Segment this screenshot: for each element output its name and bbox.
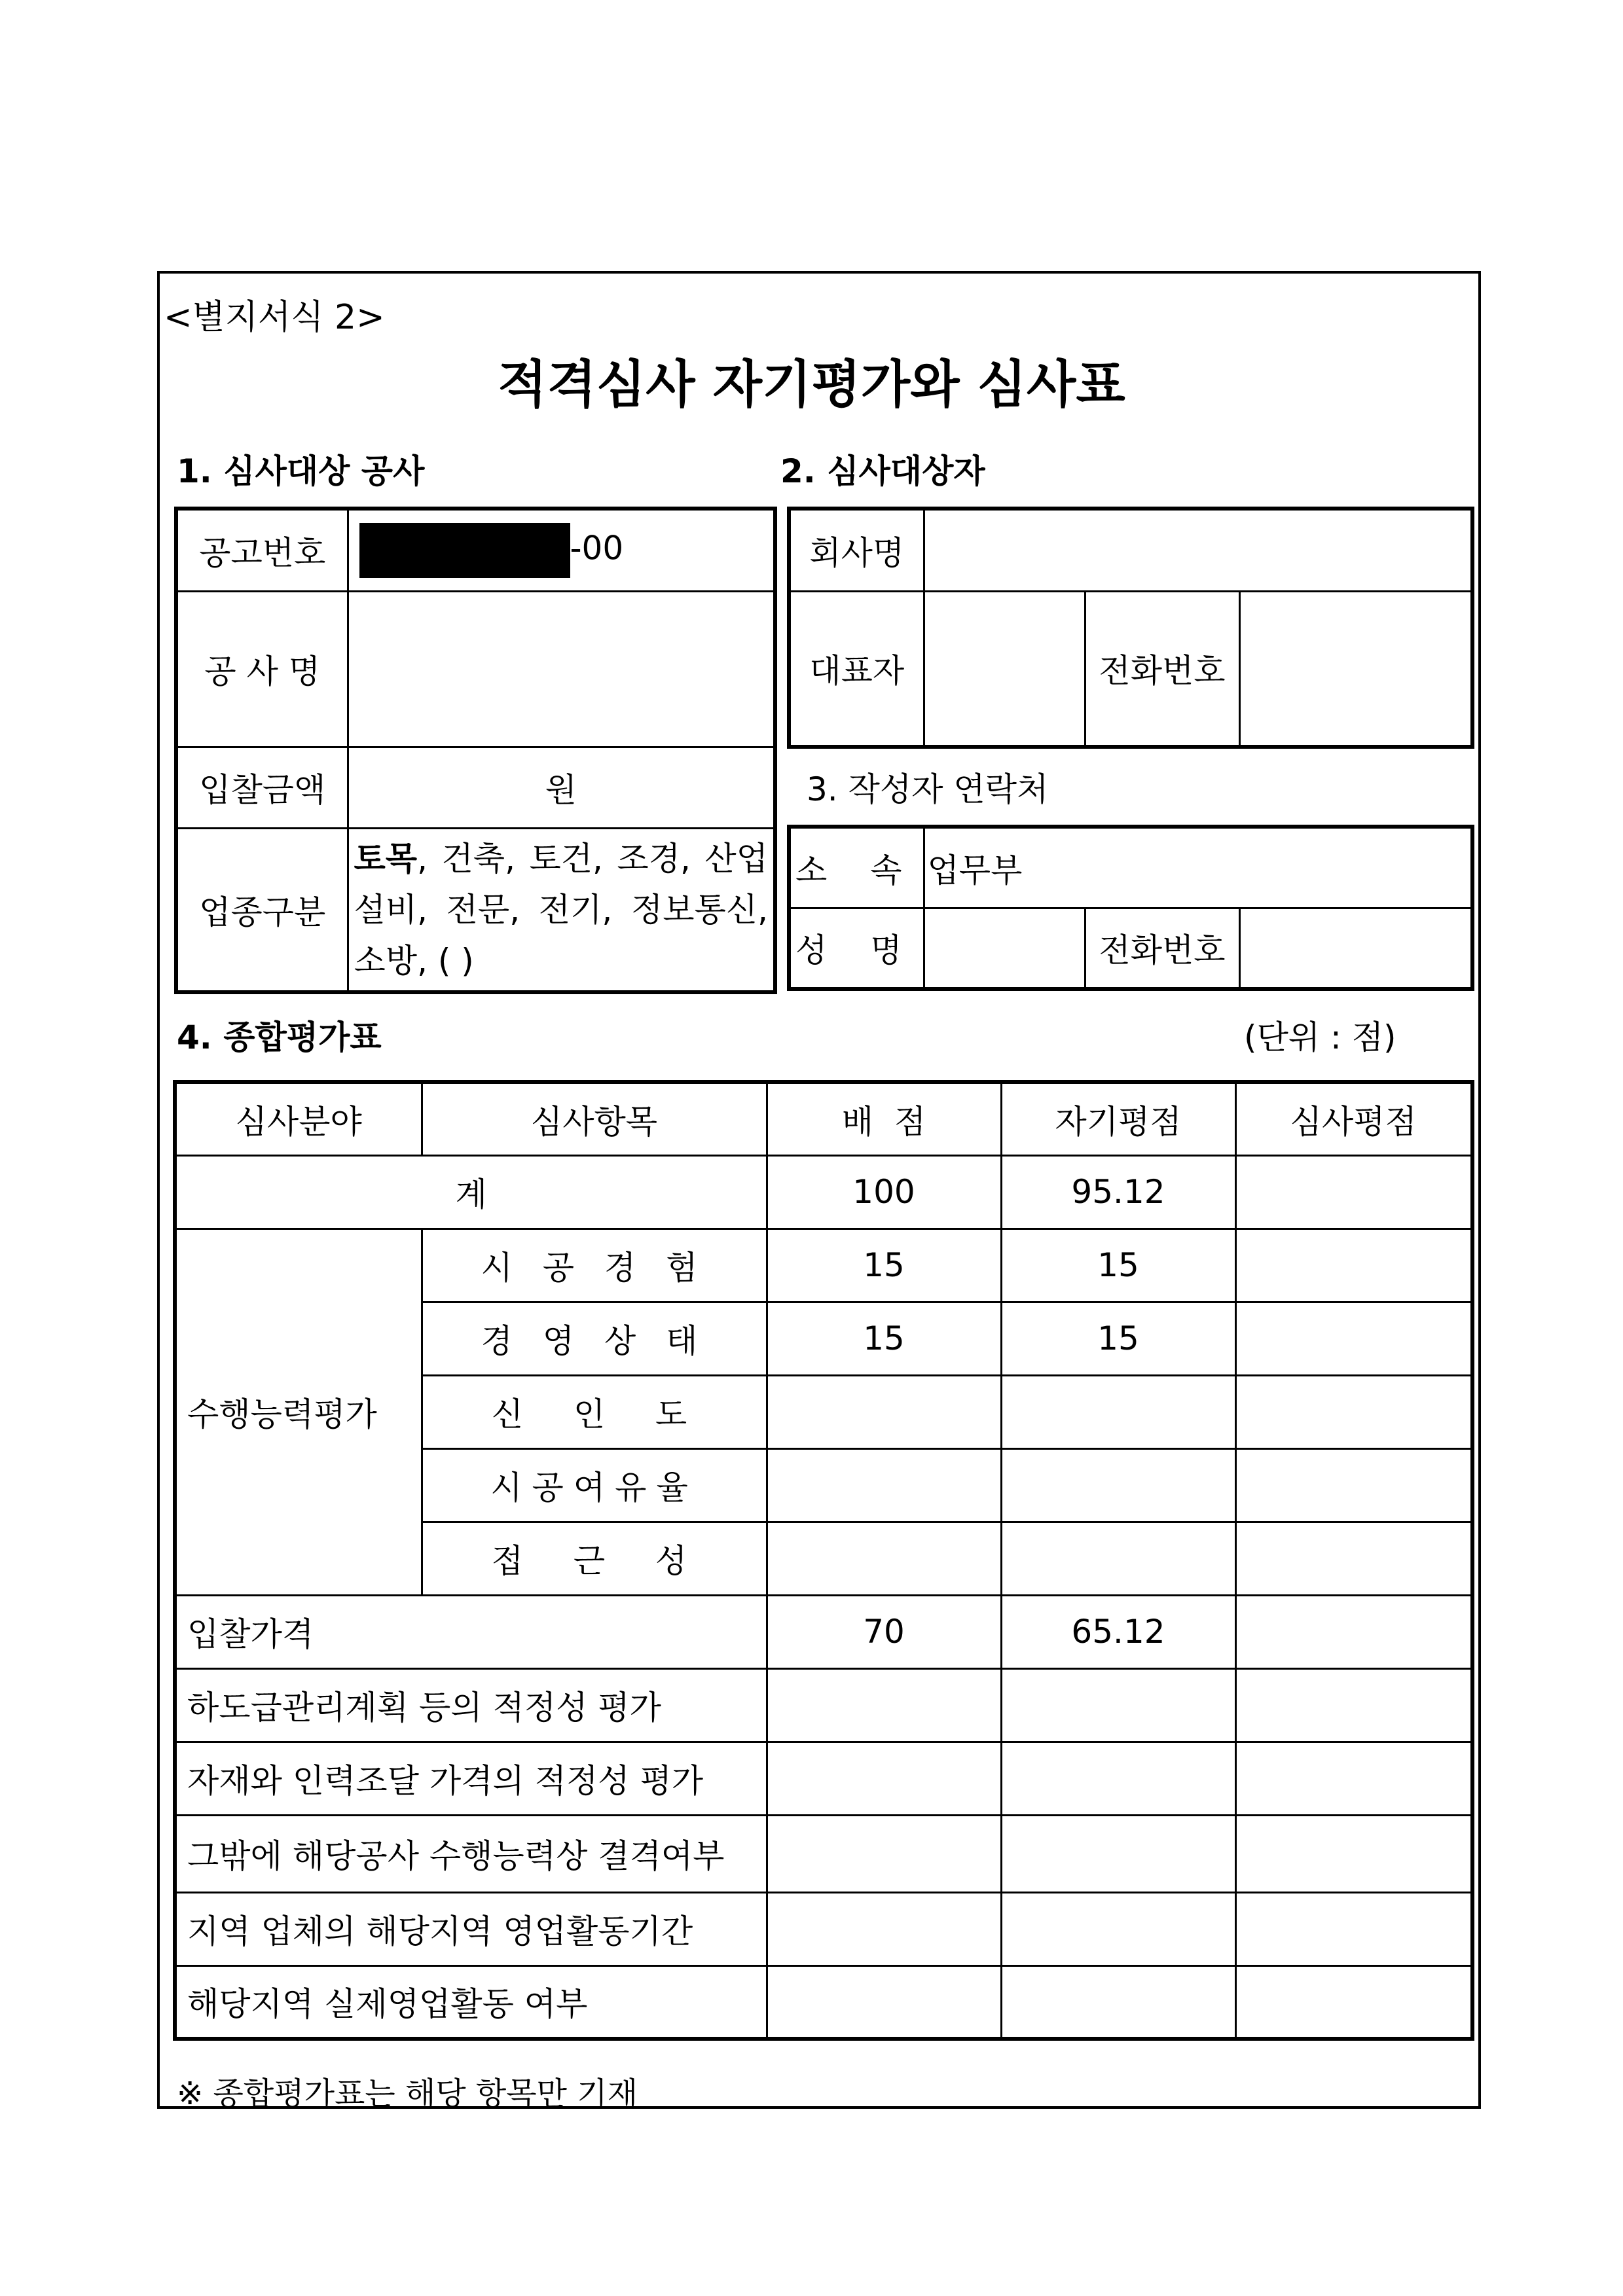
- row-review: [1235, 1668, 1472, 1742]
- header-field: 심사분야: [175, 1082, 422, 1155]
- item-self: [1001, 1448, 1235, 1522]
- table-row: [175, 1815, 1472, 1892]
- item-self: [1001, 1375, 1235, 1448]
- row-self: [1001, 1815, 1235, 1892]
- item-points: 15: [767, 1229, 1001, 1302]
- bidder-phone-value: [1239, 591, 1472, 747]
- item-self: 15: [1001, 1302, 1235, 1375]
- row-review: [1235, 1595, 1472, 1668]
- row-points: [767, 1965, 1001, 2039]
- item-label: 접 근 성: [422, 1522, 767, 1595]
- table-row: [175, 1742, 1472, 1815]
- row-self: [1001, 1965, 1235, 2039]
- item-review: [1235, 1302, 1472, 1375]
- total-row: [175, 1155, 1472, 1229]
- redaction-block: [359, 523, 570, 578]
- row-label: 해당지역 실제영업활동 여부: [175, 1965, 767, 2039]
- section4-heading: 4. 종합평가표: [177, 1018, 382, 1056]
- row-label: 지역 업체의 해당지역 영업활동기간: [175, 1892, 767, 1965]
- document-title: 적격심사 자기평가와 심사표: [498, 355, 1125, 414]
- industry-rest: , 건축, 토건, 조경, 산업설비, 전문, 전기, 정보통신, 소방, ( ): [354, 839, 768, 980]
- capability-group-label: 수행능력평가: [175, 1229, 422, 1595]
- notice-no-cell: [348, 509, 775, 591]
- row-points: 70: [767, 1595, 1001, 1668]
- writer-phone-label: 전화번호: [1085, 908, 1239, 989]
- bidder-table: [787, 507, 1474, 749]
- affiliation-value: 업무부: [924, 827, 1472, 908]
- writer-phone-value: [1239, 908, 1472, 989]
- industry-selected: 토목: [354, 839, 418, 878]
- header-review-score: 심사평점: [1235, 1082, 1472, 1155]
- header-item: 심사항목: [422, 1082, 767, 1155]
- row-label: 하도급관리계획 등의 적정성 평가: [175, 1668, 767, 1742]
- total-self: 95.12: [1001, 1155, 1235, 1229]
- bid-amount-label: 입찰금액: [176, 747, 348, 828]
- item-review: [1235, 1229, 1472, 1302]
- affiliation-label: 소 속: [789, 827, 924, 908]
- header-points: 배 점: [767, 1082, 1001, 1155]
- table-row: [175, 1595, 1472, 1668]
- header-self-score: 자기평점: [1001, 1082, 1235, 1155]
- row-self: [1001, 1742, 1235, 1815]
- representative-value: [924, 591, 1085, 747]
- company-label: 회사명: [789, 509, 924, 591]
- bidder-phone-label: 전화번호: [1085, 591, 1239, 747]
- notice-no-value: -00: [570, 529, 624, 567]
- project-name-value: [348, 591, 775, 747]
- row-review: [1235, 1965, 1472, 2039]
- table-row: [175, 1668, 1472, 1742]
- writer-name-value: [924, 908, 1085, 989]
- row-self: [1001, 1892, 1235, 1965]
- row-points: [767, 1892, 1001, 1965]
- row-points: [767, 1742, 1001, 1815]
- section3-heading: 3. 작성자 연락처: [807, 770, 1049, 808]
- row-label: 입찰가격: [175, 1595, 767, 1668]
- row-self: [1001, 1668, 1235, 1742]
- table-row: [175, 1229, 1472, 1302]
- project-name-label: 공 사 명: [176, 591, 348, 747]
- item-self: 15: [1001, 1229, 1235, 1302]
- row-label: 자재와 인력조달 가격의 적정성 평가: [175, 1742, 767, 1815]
- item-review: [1235, 1448, 1472, 1522]
- representative-label: 대표자: [789, 591, 924, 747]
- project-table: [174, 507, 777, 994]
- company-value: [924, 509, 1472, 591]
- row-points: [767, 1668, 1001, 1742]
- industry-label: 업종구분: [176, 828, 348, 992]
- unit-label: (단위 : 점): [1244, 1018, 1396, 1056]
- writer-name-label: 성 명: [789, 908, 924, 989]
- item-points: [767, 1448, 1001, 1522]
- item-review: [1235, 1375, 1472, 1448]
- item-self: [1001, 1522, 1235, 1595]
- footnote: ※ 종합평가표는 해당 항목만 기재: [177, 2075, 638, 2112]
- contact-table: [787, 825, 1474, 991]
- item-points: [767, 1522, 1001, 1595]
- row-label: 그밖에 해당공사 수행능력상 결격여부: [175, 1815, 767, 1892]
- item-label: 신 인 도: [422, 1375, 767, 1448]
- evaluation-table: [173, 1080, 1474, 2041]
- item-review: [1235, 1522, 1472, 1595]
- industry-options: [348, 828, 775, 992]
- item-points: [767, 1375, 1001, 1448]
- item-label: 경 영 상 태: [422, 1302, 767, 1375]
- table-row: [175, 1965, 1472, 2039]
- row-review: [1235, 1742, 1472, 1815]
- row-review: [1235, 1815, 1472, 1892]
- notice-no-label: 공고번호: [176, 509, 348, 591]
- total-label: 계: [175, 1155, 767, 1229]
- item-label: 시 공 경 험: [422, 1229, 767, 1302]
- row-review: [1235, 1892, 1472, 1965]
- item-label: 시공여유율: [422, 1448, 767, 1522]
- bid-amount-unit: 원: [348, 747, 775, 828]
- form-number: <별지서식 2>: [164, 298, 385, 337]
- item-points: 15: [767, 1302, 1001, 1375]
- total-review: [1235, 1155, 1472, 1229]
- table-row: [175, 1892, 1472, 1965]
- section2-heading: 2. 심사대상자: [780, 452, 985, 490]
- row-points: [767, 1815, 1001, 1892]
- section1-heading: 1. 심사대상 공사: [177, 452, 425, 490]
- total-points: 100: [767, 1155, 1001, 1229]
- row-self: 65.12: [1001, 1595, 1235, 1668]
